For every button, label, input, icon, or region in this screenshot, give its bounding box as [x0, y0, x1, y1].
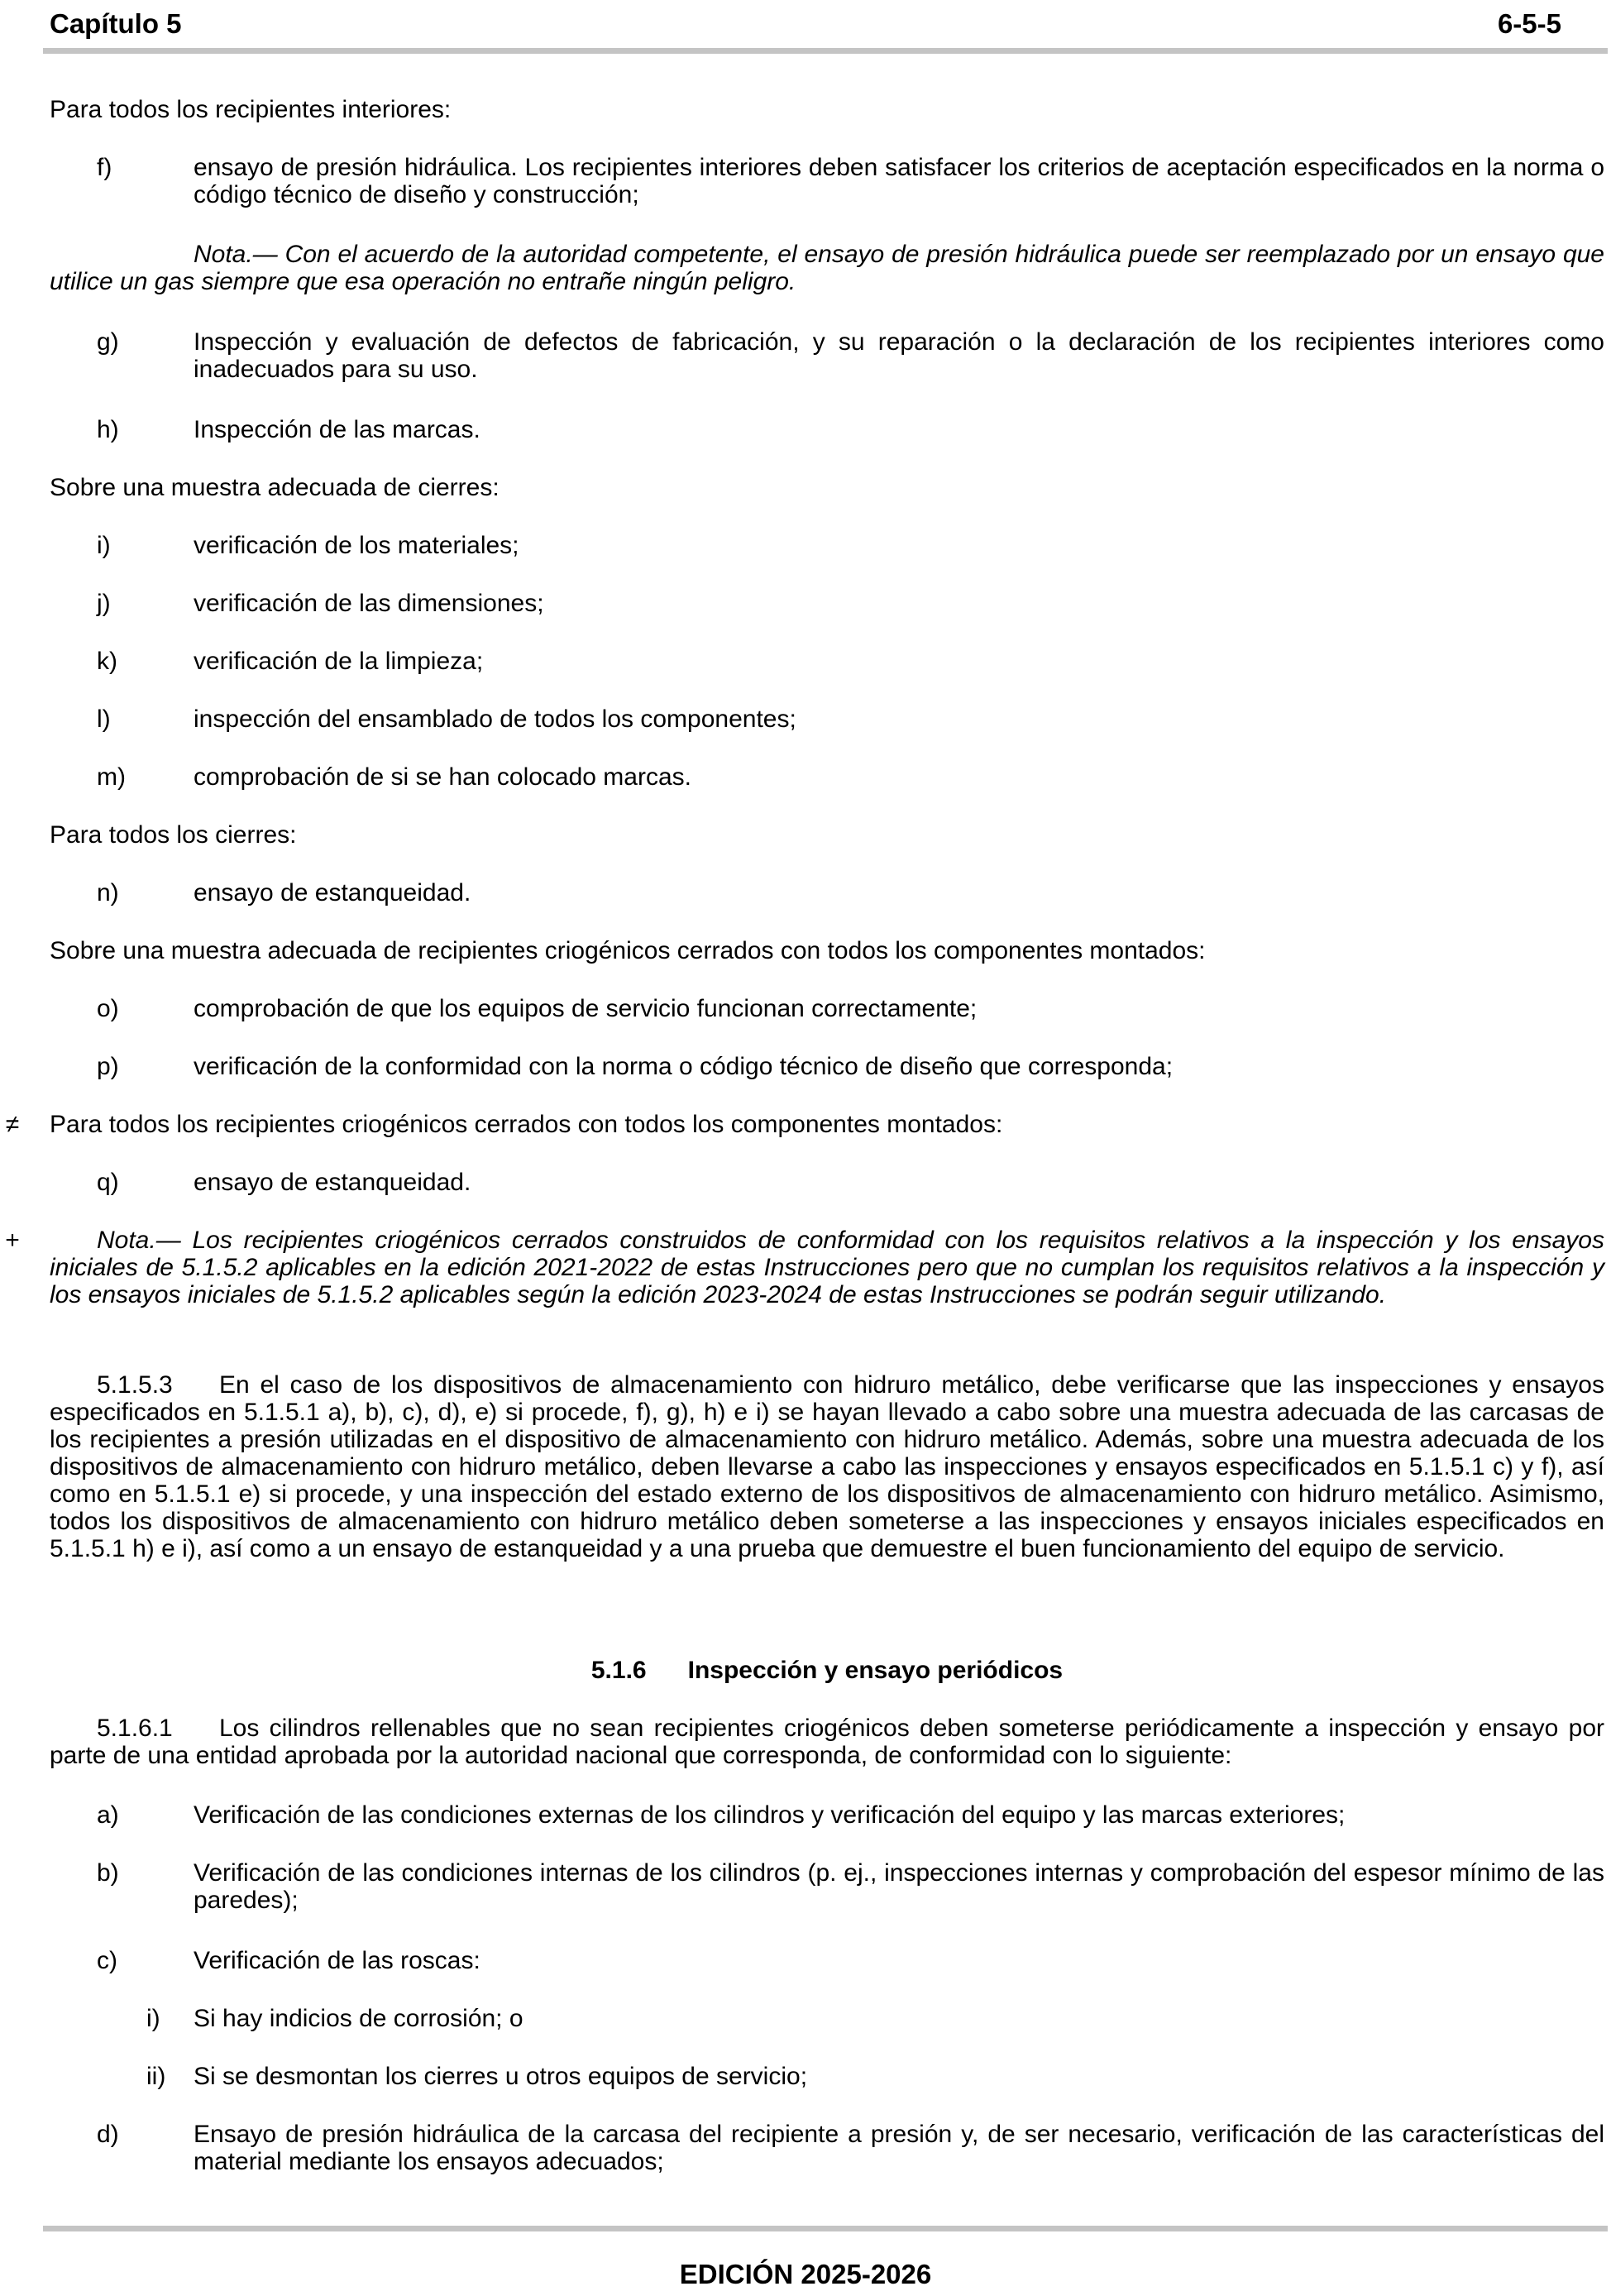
intro-criogenicos-todos: [5, 1111, 1604, 1138]
intro-text: Para todos los recipientes criogénicos cerrados con todos los componentes montados:: [50, 1111, 1003, 1138]
note-q: [5, 1227, 1604, 1308]
sub-text: Si se desmontan los cierres u otros equipos de servicio;: [194, 2063, 808, 2090]
footer-rule: [43, 2226, 1608, 2231]
list-text: ensayo de estanqueidad.: [194, 1169, 471, 1196]
paragraph-number: 5.1.6.1: [97, 1715, 173, 1742]
section-number: 5.1.6: [590, 1657, 647, 1684]
list-label: a): [97, 1801, 119, 1829]
list-label: f): [97, 154, 112, 181]
list-label: j): [97, 590, 111, 617]
list-text: verificación de las dimensiones;: [194, 590, 544, 617]
list-label: d): [97, 2121, 119, 2148]
intro-interior: Para todos los recipientes interiores:: [50, 96, 452, 123]
list-text: verificación de la conformidad con la norma o código técnico de diseño que corresponda;: [194, 1053, 1174, 1080]
sub-label: ii): [146, 2063, 166, 2090]
page-number: 6-5-5: [1497, 8, 1561, 39]
list-label: m): [97, 763, 126, 791]
note-text: Los recipientes criogénicos cerrados construidos de conformidad con los requisitos relativos a la inspección y los ensayos iniciales de 5.1.5.2 aplicables en la edición 2021-2022 de estas Instrucciones pero que no cumplan los requisitos relativos a la inspección y los ensayos iniciales de 5.1.5.2 aplicables según la edición 2023-2024 de estas Instrucciones se podrán seguir utilizando.: [50, 1227, 1604, 1308]
list-text: ensayo de estanqueidad.: [194, 879, 471, 906]
list-text: comprobación de que los equipos de servicio funcionan correctamente;: [194, 995, 978, 1022]
list-label: q): [97, 1169, 119, 1196]
intro-criogenicos-muestra: Sobre una muestra adecuada de recipientes criogénicos cerrados con todos los componentes montados:: [50, 937, 1206, 964]
list-text: Verificación de las roscas:: [194, 1947, 480, 1974]
paragraph-text: Los cilindros rellenables que no sean recipientes criogénicos deben someterse periódicamente a inspección y ensayo por parte de una entidad aprobada por la autoridad nacional que corresponda, de conformidad con lo siguiente:: [50, 1715, 1604, 1769]
list-text: Verificación de las condiciones externas de los cilindros y verificación del equipo y las marcas exteriores;: [194, 1801, 1346, 1829]
list-label: k): [97, 648, 117, 675]
page-header: [50, 0, 1561, 48]
paragraph-5-1-5-3: [50, 1371, 1604, 1562]
list-text: Inspección y evaluación de defectos de fabricación, y su reparación o la declaración de los recipientes interiores como inadecuados para su uso.: [194, 328, 1604, 383]
list-text: comprobación de si se han colocado marcas.: [194, 763, 691, 791]
note-text: Con el acuerdo de la autoridad competente, el ensayo de presión hidráulica puede ser reemplazado por un ensayo que utilice un gas siempre que esa operación no entrañe ningún peligro.: [50, 241, 1604, 295]
paragraph-5-1-6-1: [50, 1715, 1604, 1769]
intro-cierres-muestra: Sobre una muestra adecuada de cierres:: [50, 474, 500, 501]
note-f: [50, 241, 1604, 295]
list-text: verificación de la limpieza;: [194, 648, 484, 675]
list-text: inspección del ensamblado de todos los componentes;: [194, 706, 796, 733]
change-mark: +: [5, 1227, 20, 1254]
chapter-title: Capítulo 5: [50, 8, 182, 39]
sub-label: i): [146, 2005, 160, 2032]
list-label: l): [97, 706, 111, 733]
header-rule: [43, 48, 1608, 54]
note-prefix: Nota.—: [97, 1227, 181, 1254]
sub-text: Si hay indicios de corrosión; o: [194, 2005, 523, 2032]
list-text: ensayo de presión hidráulica. Los recipientes interiores deben satisfacer los criterios de aceptación especificados en la norma o código técnico de diseño y construcción;: [194, 154, 1604, 208]
list-text: verificación de los materiales;: [194, 532, 519, 559]
list-text: Inspección de las marcas.: [194, 416, 480, 443]
list-label: p): [97, 1053, 119, 1080]
list-label: h): [97, 416, 119, 443]
paragraph-number: 5.1.5.3: [97, 1371, 173, 1399]
list-label: o): [97, 995, 119, 1022]
section-title: Inspección y ensayo periódicos: [687, 1657, 1064, 1684]
list-label: i): [97, 532, 111, 559]
list-text: Ensayo de presión hidráulica de la carcasa del recipiente a presión y, de ser necesario, verificación de las características del material mediante los ensayos adecuados;: [194, 2121, 1604, 2175]
paragraph-text: En el caso de los dispositivos de almacenamiento con hidruro metálico, debe verificarse que las inspecciones y ensayos especificados en 5.1.5.1 a), b), c), d), e) si procede, f), g), h) e i) se hayan llevado a cabo sobre una muestra adecuada de las carcasas de los recipientes a presión utilizadas en el dispositivo de almacenamiento con hidruro metálico. Además, sobre una muestra adecuada de los dispositivos de almacenamiento con hidruro metálico, deben llevarse a cabo las inspecciones y ensayos especificados en 5.1.5.1 c) y f), así como en 5.1.5.1 e) si procede, y una inspección del estado externo de los dispositivos de almacenamiento con hidruro metálico. Asimismo, todos los dispositivos de almacenamiento con hidruro metálico deben someterse a las inspecciones y ensayos iniciales especificados en 5.1.5.1 h) e i), así como a un ensayo de estanqueidad y a una prueba que demuestre el buen funcionamiento del equipo de servicio.: [50, 1371, 1604, 1562]
note-prefix: Nota.—: [194, 241, 278, 268]
list-label: g): [97, 328, 119, 356]
list-label: n): [97, 879, 119, 906]
list-label: b): [97, 1859, 119, 1887]
section-heading: [50, 1657, 1604, 1684]
intro-cierres-todos: Para todos los cierres:: [50, 821, 297, 849]
list-text: Verificación de las condiciones internas de los cilindros (p. ej., inspecciones internas y comprobación del espesor mínimo de las paredes);: [194, 1859, 1604, 1914]
list-label: c): [97, 1947, 117, 1974]
change-mark: ≠: [5, 1111, 20, 1138]
footer-edition: EDICIÓN 2025-2026: [679, 2259, 932, 2289]
